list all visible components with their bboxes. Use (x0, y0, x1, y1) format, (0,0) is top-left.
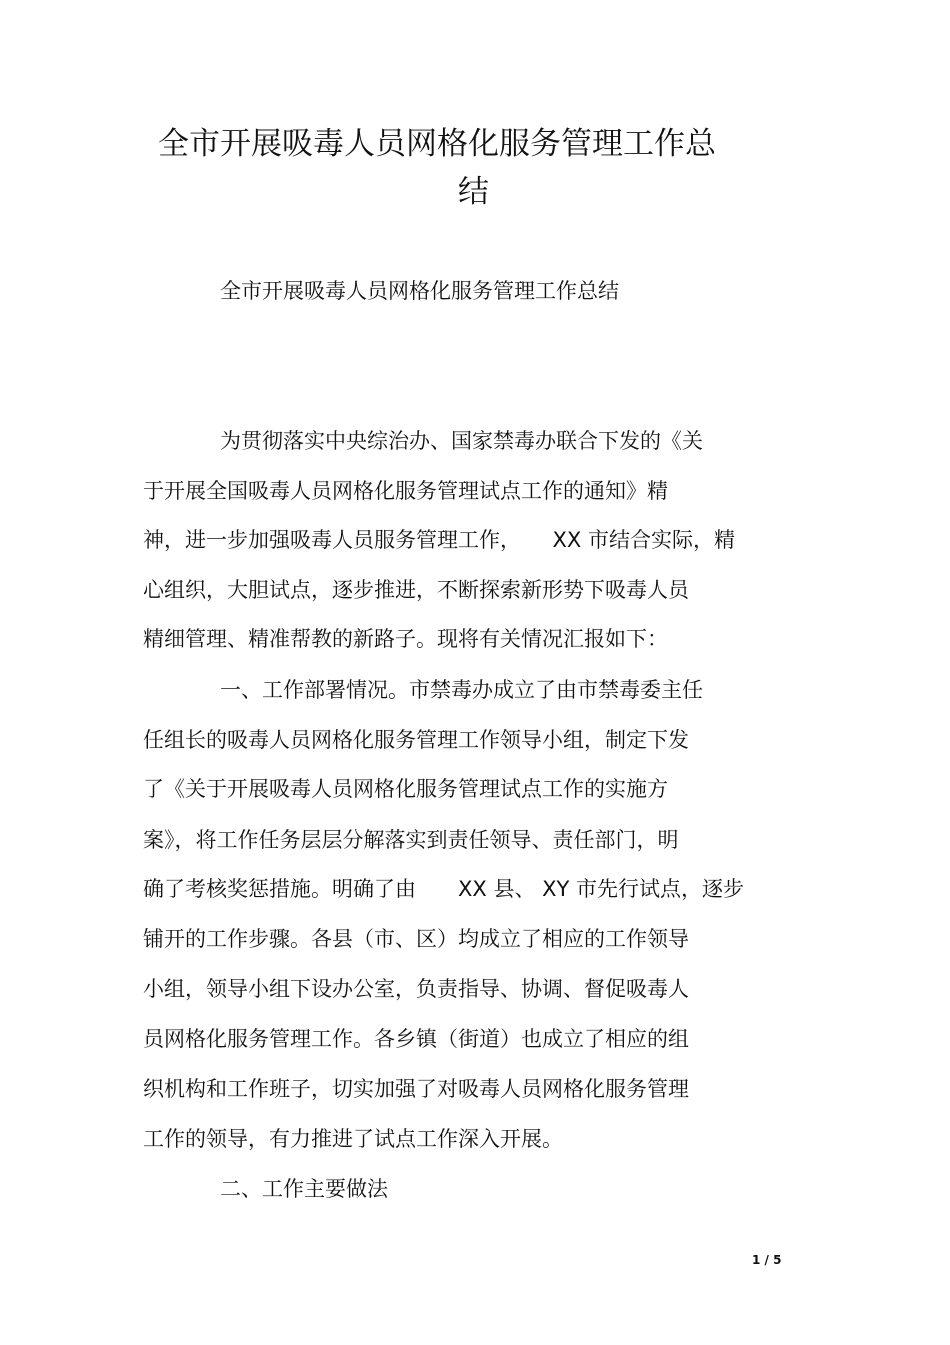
body-line: 织机构和工作班子，切实加强了对吸毒人员网格化服务管理 (143, 1077, 689, 1101)
body-line: 任组长的吸毒人员网格化服务管理工作领导小组，制定下发 (143, 728, 689, 752)
page-number: 1 / 5 (752, 1253, 782, 1267)
body-line: 铺开的工作步骤。各县（市、区）均成立了相应的工作领导 (143, 927, 689, 951)
body-line: 工作的领导，有力推进了试点工作深入开展。 (143, 1127, 563, 1151)
body-line: 确了考核奖惩措施。明确了由 XX 县、 XY 市先行试点，逐步 (143, 877, 745, 901)
document-title-line-2: 结 (458, 174, 489, 210)
document-subtitle: 全市开展吸毒人员网格化服务管理工作总结 (220, 279, 619, 303)
body-line: 案》，将工作任务层层分解落实到责任领导、责任部门，明 (143, 828, 679, 852)
body-line: 了《关于开展吸毒人员网格化服务管理试点工作的实施方 (143, 777, 668, 801)
body-line: 心组织，大胆试点，逐步推进，不断探索新形势下吸毒人员 (143, 578, 689, 602)
body-line: 一、工作部署情况。市禁毒办成立了由市禁毒委主任 (220, 678, 703, 702)
body-line: 员网格化服务管理工作。各乡镇（街道）也成立了相应的组 (143, 1027, 689, 1051)
body-line: 神，进一步加强吸毒人员服务管理工作， XX 市结合实际，精 (143, 528, 735, 552)
section-heading: 二、工作主要做法 (220, 1177, 388, 1201)
document-title-line-1: 全市开展吸毒人员网格化服务管理工作总 (158, 126, 716, 162)
body-line: 于开展全国吸毒人员网格化服务管理试点工作的通知》精 (143, 479, 668, 503)
body-line: 精细管理、精准帮教的新路子。现将有关情况汇报如下： (143, 627, 668, 651)
body-line: 小组，领导小组下设办公室，负责指导、协调、督促吸毒人 (143, 977, 689, 1001)
body-line: 为贯彻落实中央综治办、国家禁毒办联合下发的《关 (220, 429, 703, 453)
